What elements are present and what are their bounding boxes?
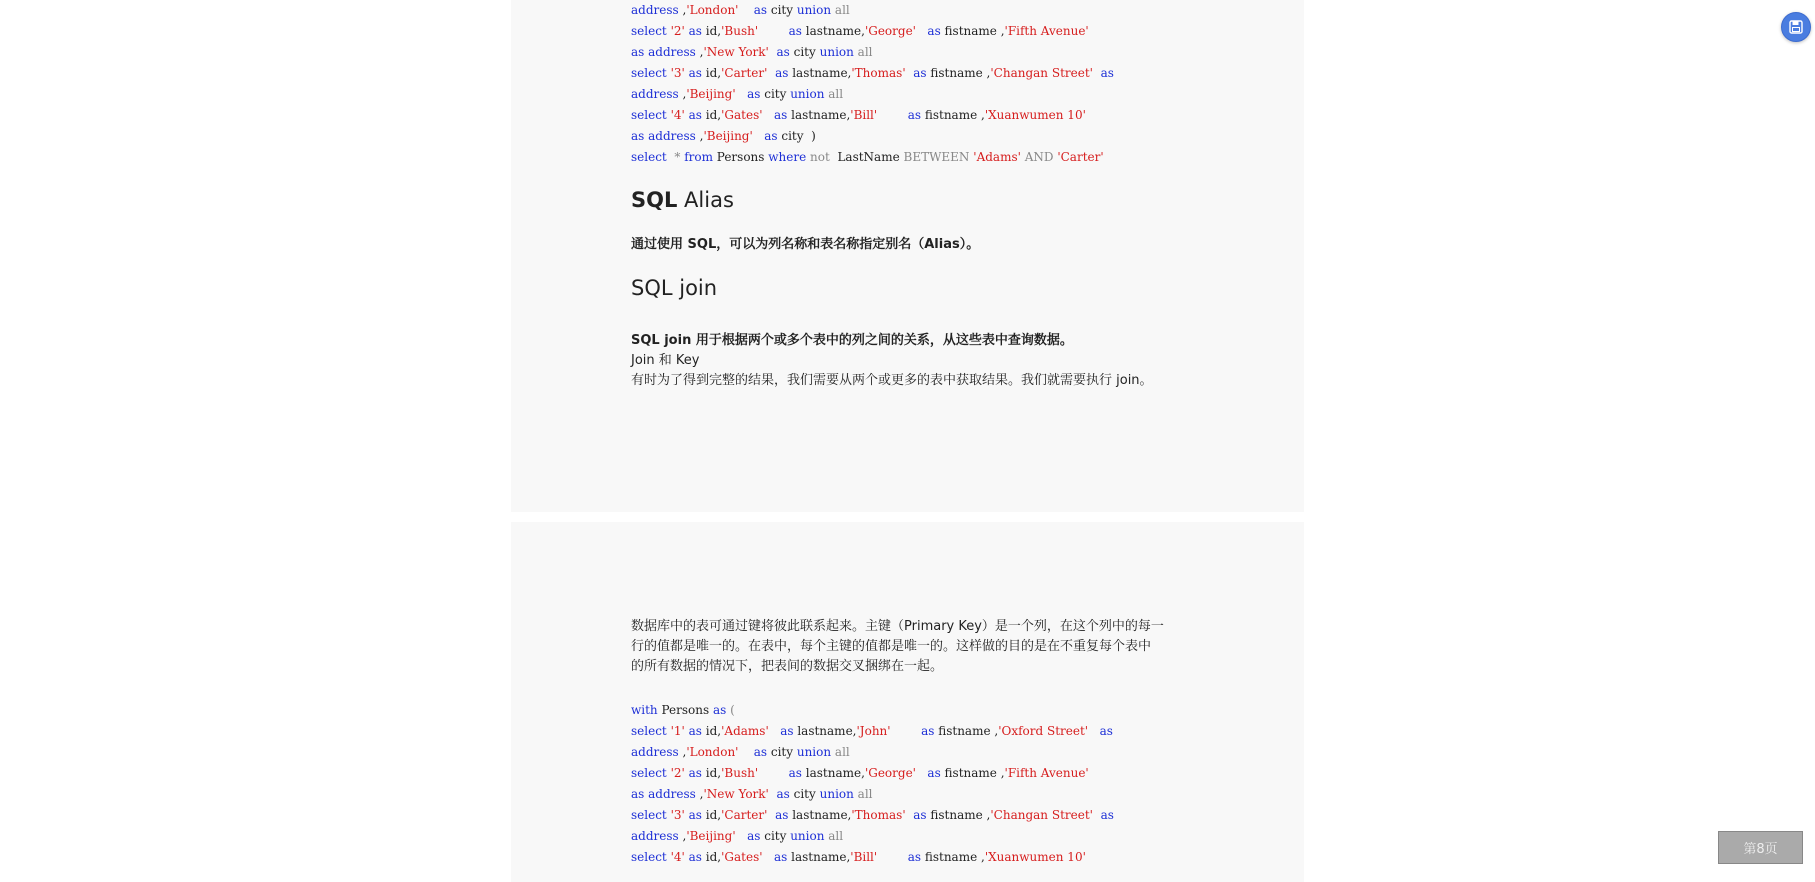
join-key-description: 有时为了得到完整的结果，我们需要从两个或更多的表中获取结果。我们就需要执行 join。 — [631, 373, 1153, 388]
code-token: lastname, — [793, 724, 857, 738]
code-token: select — [631, 24, 667, 38]
code-token: 'Thomas' — [851, 66, 906, 80]
page-number-indicator[interactable]: 第8页 — [1718, 831, 1803, 864]
code-line — [631, 721, 1191, 742]
code-line — [631, 84, 1191, 105]
code-token: lastname, — [801, 24, 865, 38]
code-token: as — [688, 808, 702, 822]
code-token: all — [831, 745, 850, 759]
code-token: 'John' — [856, 724, 891, 738]
code-token: 'Adams' — [721, 724, 769, 738]
code-token: 'New York' — [703, 787, 769, 801]
code-token: 'Carter' — [721, 66, 768, 80]
code-token: as — [688, 766, 702, 780]
code-token: union — [819, 45, 854, 59]
code-token: 'Beijing' — [686, 829, 736, 843]
code-token — [769, 45, 777, 59]
code-token: as — [927, 766, 941, 780]
code-token: select — [631, 850, 667, 864]
code-token: as — [631, 45, 645, 59]
code-token — [736, 87, 747, 101]
code-block-2 — [631, 700, 1191, 868]
code-token — [736, 829, 747, 843]
join-description: SQL join 用于根据两个或多个表中的列之间的关系，从这些表中查询数据。 — [631, 333, 1073, 348]
code-token: as — [913, 808, 927, 822]
code-token: as — [788, 766, 802, 780]
code-token: address — [631, 87, 679, 101]
code-line — [631, 21, 1191, 42]
code-token: select — [631, 808, 667, 822]
code-token — [763, 108, 774, 122]
code-token: as — [776, 787, 790, 801]
code-token: as — [907, 108, 922, 122]
code-token: AND — [1020, 150, 1058, 164]
code-token: 'Carter' — [1057, 150, 1104, 164]
code-token: address — [631, 829, 679, 843]
join-heading: SQL join — [631, 276, 718, 300]
code-token: 'New York' — [703, 45, 769, 59]
code-token: as — [788, 24, 802, 38]
code-token: '4' — [670, 850, 685, 864]
code-token: address — [648, 787, 696, 801]
code-token: 'Bush' — [721, 766, 759, 780]
code-token: lastname, — [788, 66, 852, 80]
code-token: select — [631, 724, 667, 738]
code-token: id, — [701, 108, 722, 122]
code-token: fistname , — [940, 24, 1005, 38]
code-token: select — [631, 150, 667, 164]
code-token: city ) — [777, 129, 816, 143]
code-line — [631, 847, 1191, 868]
code-token: , — [678, 829, 687, 843]
code-token: 'Fifth Avenue' — [1004, 766, 1089, 780]
code-token: , — [695, 787, 704, 801]
code-token — [1088, 724, 1099, 738]
code-token: , — [695, 129, 704, 143]
alias-heading-bold: SQL — [631, 188, 678, 212]
code-token: as — [1100, 66, 1114, 80]
code-token — [767, 808, 775, 822]
code-token: , — [678, 3, 687, 17]
code-token: '4' — [670, 108, 685, 122]
code-token: from — [684, 150, 713, 164]
code-token: all — [853, 787, 873, 801]
code-token — [758, 766, 789, 780]
code-token: Persons — [712, 150, 769, 164]
join-desc-block — [631, 331, 1191, 391]
code-token: 'Changan Street' — [990, 808, 1093, 822]
alias-heading-rest: Alias — [677, 188, 734, 212]
code-token: as — [712, 703, 727, 717]
code-token: id, — [701, 24, 722, 38]
code-token: city — [767, 3, 797, 17]
code-lines — [631, 0, 1191, 168]
code-token: as — [776, 45, 790, 59]
code-token: 'Bill' — [850, 850, 878, 864]
document-page-1 — [511, 0, 1304, 512]
code-token: as — [631, 129, 645, 143]
code-token: as — [688, 724, 702, 738]
code-token — [763, 850, 774, 864]
code-token: lastname, — [787, 850, 851, 864]
code-token: '3' — [670, 808, 685, 822]
code-token: 'Fifth Avenue' — [1004, 24, 1089, 38]
code-token: 'Oxford Street' — [998, 724, 1089, 738]
code-token — [767, 66, 775, 80]
code-token — [916, 766, 927, 780]
code-token: ( — [726, 703, 735, 717]
code-token: lastname, — [787, 108, 851, 122]
code-line — [631, 63, 1191, 84]
code-token: as — [907, 850, 922, 864]
code-token: fistname , — [940, 766, 1005, 780]
code-token: 'George' — [864, 24, 916, 38]
code-line — [631, 805, 1191, 826]
code-token: '2' — [670, 766, 685, 780]
code-token — [877, 850, 908, 864]
code-token: as — [753, 745, 768, 759]
code-token: as — [753, 3, 768, 17]
code-token: as — [747, 829, 761, 843]
code-lines — [631, 700, 1191, 868]
code-token: city — [760, 829, 791, 843]
code-token: , — [678, 745, 687, 759]
code-token: as — [688, 108, 702, 122]
code-token: union — [790, 87, 825, 101]
code-token: fistname , — [926, 808, 991, 822]
code-token: city — [767, 745, 797, 759]
code-token — [753, 129, 764, 143]
code-token: 'Gates' — [721, 850, 763, 864]
code-token — [769, 787, 777, 801]
code-token — [916, 24, 927, 38]
code-line — [631, 784, 1191, 805]
code-line — [631, 147, 1191, 168]
code-token: id, — [701, 766, 722, 780]
code-token: 'Carter' — [721, 808, 768, 822]
code-token: 'Thomas' — [851, 808, 906, 822]
code-token — [1093, 66, 1101, 80]
code-token: fistname , — [921, 108, 985, 122]
code-token: 'Beijing' — [686, 87, 736, 101]
code-token: fistname , — [926, 66, 991, 80]
code-token: all — [831, 3, 850, 17]
code-block-1 — [631, 0, 1191, 168]
code-token: as — [747, 87, 761, 101]
code-token: all — [824, 87, 844, 101]
code-token: BETWEEN — [903, 150, 970, 164]
code-token: union — [796, 3, 832, 17]
code-token: select — [631, 108, 667, 122]
code-token: city — [789, 787, 820, 801]
code-token: 'Adams' — [973, 150, 1021, 164]
intro-paragraph — [631, 617, 1191, 677]
code-token: as — [688, 850, 702, 864]
code-token: id, — [701, 66, 722, 80]
code-token: as — [921, 724, 935, 738]
save-icon — [1789, 20, 1803, 34]
code-token: select — [631, 766, 667, 780]
alias-desc-block — [631, 235, 1191, 255]
code-token: 'London' — [686, 3, 739, 17]
code-token: lastname, — [801, 766, 865, 780]
code-token: as — [927, 24, 941, 38]
join-key-title: Join 和 Key — [631, 353, 700, 368]
code-token: 'Changan Street' — [990, 66, 1093, 80]
code-token: '1' — [670, 724, 685, 738]
code-token: 'Beijing' — [703, 129, 753, 143]
code-token — [877, 108, 908, 122]
code-token: all — [853, 45, 873, 59]
code-token — [738, 745, 753, 759]
code-token: as — [913, 66, 927, 80]
alias-description: 通过使用 SQL，可以为列名称和表名称指定别名（Alias）。 — [631, 237, 980, 252]
code-line — [631, 105, 1191, 126]
code-token: as — [775, 66, 789, 80]
code-token — [769, 724, 780, 738]
code-token: 'Xuanwumen 10' — [984, 850, 1086, 864]
code-token: '3' — [670, 66, 685, 80]
code-token: * — [666, 150, 685, 164]
code-token: 'Bill' — [850, 108, 878, 122]
code-token: address — [648, 45, 696, 59]
code-token: city — [760, 87, 791, 101]
code-token: fistname , — [921, 850, 985, 864]
code-token: as — [631, 787, 645, 801]
code-token — [1093, 808, 1101, 822]
code-token: id, — [701, 808, 722, 822]
intro-line: 的所有数据的情况下，把表间的数据交叉捆绑在一起。 — [631, 659, 944, 674]
code-token: 'Gates' — [721, 108, 763, 122]
code-token — [758, 24, 789, 38]
code-line — [631, 42, 1191, 63]
code-token: LastName — [833, 150, 904, 164]
code-token: as — [773, 108, 788, 122]
code-token: select — [631, 66, 667, 80]
code-token: as — [764, 129, 778, 143]
code-token: not — [806, 150, 834, 164]
section-alias — [631, 188, 1191, 212]
code-line — [631, 763, 1191, 784]
code-token: as — [780, 724, 794, 738]
save-button[interactable] — [1781, 12, 1811, 42]
code-token: lastname, — [788, 808, 852, 822]
code-token: union — [796, 745, 832, 759]
code-token: , — [695, 45, 704, 59]
alias-heading — [631, 188, 1191, 212]
code-token: address — [648, 129, 696, 143]
intro-line: 行的值都是唯一的。在表中，每个主键的值都是唯一的。这样做的目的是在不重复每个表中 — [631, 639, 1152, 654]
code-token: 'George' — [864, 766, 916, 780]
code-token: , — [678, 87, 687, 101]
code-token — [738, 3, 753, 17]
code-token: 'Bush' — [721, 24, 759, 38]
code-token: with — [631, 703, 658, 717]
code-line — [631, 126, 1191, 147]
code-token: union — [819, 787, 854, 801]
code-token: as — [775, 808, 789, 822]
code-token: id, — [701, 724, 722, 738]
code-token: '2' — [670, 24, 685, 38]
code-line — [631, 700, 1191, 721]
code-token — [891, 724, 922, 738]
code-token: as — [688, 66, 702, 80]
code-token: union — [790, 829, 825, 843]
code-line — [631, 826, 1191, 847]
code-token: where — [768, 150, 807, 164]
code-token: all — [824, 829, 844, 843]
code-token: id, — [701, 850, 722, 864]
code-token: Persons — [657, 703, 713, 717]
code-token: as — [688, 24, 702, 38]
code-token: fistname , — [934, 724, 999, 738]
document-page-2 — [511, 522, 1304, 882]
code-token: 'London' — [686, 745, 739, 759]
code-token: address — [631, 3, 679, 17]
code-token: 'Xuanwumen 10' — [984, 108, 1086, 122]
code-token: as — [773, 850, 788, 864]
code-token: address — [631, 745, 679, 759]
code-token: city — [789, 45, 820, 59]
code-line — [631, 742, 1191, 763]
code-token: as — [1099, 724, 1113, 738]
section-join — [631, 276, 1191, 300]
code-token: as — [1100, 808, 1114, 822]
code-line — [631, 0, 1191, 21]
intro-line: 数据库中的表可通过键将彼此联系起来。主键（Primary Key）是一个列，在这个列中的每一 — [631, 619, 1164, 634]
